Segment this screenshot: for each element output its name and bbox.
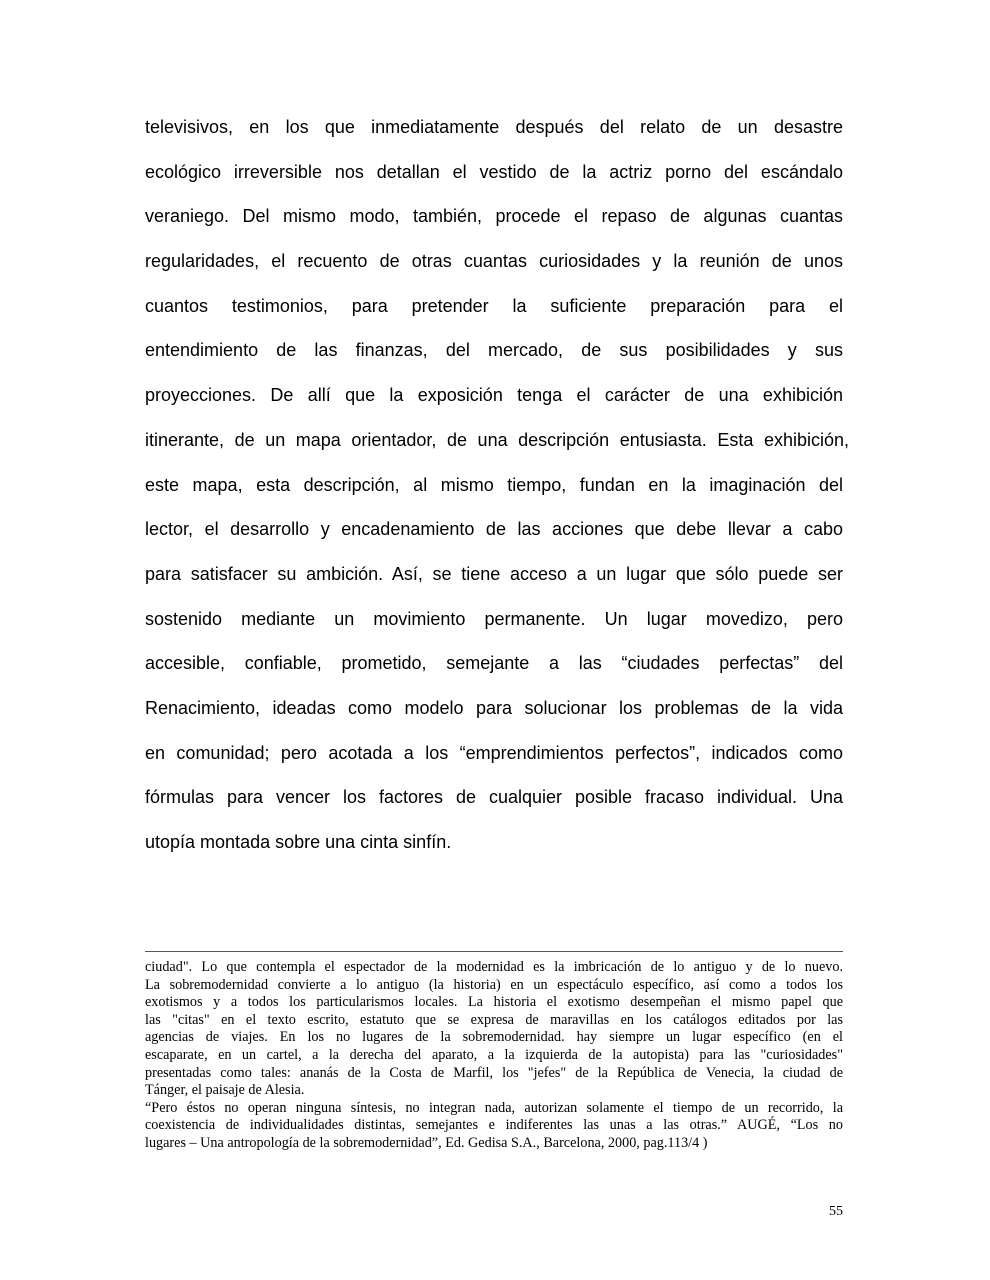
footnote-line: Tánger, el paisaje de Alesia.: [145, 1082, 305, 1099]
body-line: entendimiento de las finanzas, del mercado, de sus posibilidades y sus: [145, 340, 843, 361]
footnote-separator: [145, 951, 843, 952]
body-line: regularidades, el recuento de otras cuantas curiosidades y la reunión de unos: [145, 251, 843, 272]
page-number: 55: [829, 1204, 843, 1219]
body-line: sostenido mediante un movimiento permanente. Un lugar movedizo, pero: [145, 608, 843, 629]
body-text: [145, 115, 849, 875]
body-line: utopía montada sobre una cinta sinfín.: [145, 832, 452, 852]
body-line: itinerante, de un mapa orientador, de una descripción entusiasta. Esta exhibición,: [145, 429, 849, 450]
body-line: en comunidad; pero acotada a los “emprendimientos perfectos”, indicados como: [145, 742, 843, 763]
body-line: lector, el desarrollo y encadenamiento de las acciones que debe llevar a cabo: [145, 519, 843, 540]
body-line: este mapa, esta descripción, al mismo tiempo, fundan en la imaginación del: [145, 474, 843, 495]
body-line: proyecciones. De allí que la exposición tenga el carácter de una exhibición: [145, 385, 843, 406]
body-line: fórmulas para vencer los factores de cualquier posible fracaso individual. Una: [145, 787, 843, 808]
body-line: veraniego. Del mismo modo, también, procede el repaso de algunas cuantas: [145, 206, 843, 227]
footnote-line: ciudad". Lo que contempla el espectador de la modernidad es la imbricación de lo antiguo y de lo nuevo.: [145, 959, 843, 975]
body-line: ecológico irreversible nos detallan el vestido de la actriz porno del escándalo: [145, 161, 843, 182]
footnote-line: presentadas como tales: ananás de la Costa de Marfil, los "jefes" de la República de Venecia, la ciudad de: [145, 1064, 843, 1081]
footnote-line: agencias de viajes. En los no lugares de la sobremodernidad. hay siempre un lugar específico (en el: [145, 1029, 843, 1046]
footnote-line: La sobremodernidad convierte a lo antiguo (la historia) en un espectáculo específico, así como a todos los: [145, 976, 843, 993]
footnote-line: exotismos y a todos los particularismos locales. La historia el exotismo desempeñan el mismo papel que: [145, 994, 843, 1011]
footnote-line: coexistencia de individualidades distintas, semejantes e indiferentes las unas a las otras.” AUGÉ, “Los no: [145, 1117, 843, 1134]
body-line: cuantos testimonios, para pretender la suficiente preparación para el: [145, 295, 843, 316]
body-line: para satisfacer su ambición. Así, se tiene acceso a un lugar que sólo puede ser: [145, 563, 843, 584]
body-line: televisivos, en los que inmediatamente después del relato de un desastre: [145, 117, 843, 137]
footnote-line: lugares – Una antropología de la sobremodernidad”, Ed. Gedisa S.A., Barcelona, 2000, pag.113/4 ): [145, 1134, 708, 1151]
footnote-line: escaparate, en un cartel, a la derecha del aparato, a la izquierda de la autopista) para las "curiosidades": [145, 1046, 843, 1063]
footnotes: [145, 959, 843, 1153]
footnote-line: “Pero éstos no operan ninguna síntesis, no integran nada, autorizan solamente el tiempo de un recorrido, la: [145, 1099, 843, 1116]
body-line: accesible, confiable, prometido, semejante a las “ciudades perfectas” del: [145, 653, 843, 674]
body-line: Renacimiento, ideadas como modelo para solucionar los problemas de la vida: [145, 697, 843, 718]
footnote-line: las "citas" en el texto escrito, estatuto que se expresa de maravillas en los catálogos editados por las: [145, 1011, 843, 1028]
